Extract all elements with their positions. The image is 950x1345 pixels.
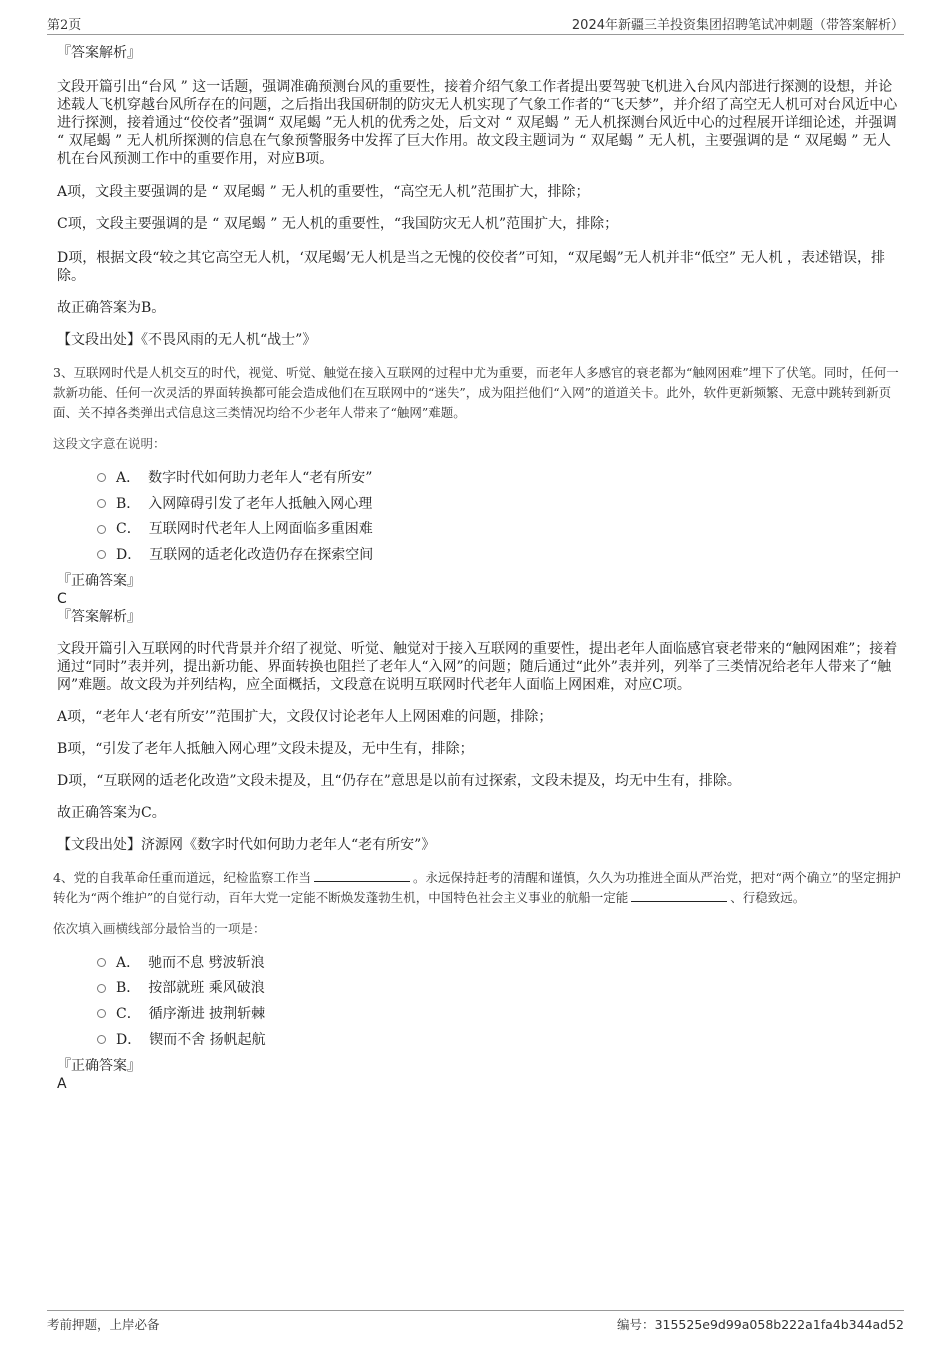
q4-blank-1 [314, 869, 410, 882]
option-text: 驰而不息 劈波斩浪 [148, 954, 265, 971]
q3-analysis-option-a: A项，“老年人‘老有所安’”范围扩大，文段仅讨论老年人上网困难的问题，排除； [57, 708, 553, 725]
q3-prompt: 这段文字意在说明： [53, 436, 166, 451]
q3-answer-label: 『正确答案』 [57, 572, 141, 589]
option-text: 循序渐进 披荆斩棘 [148, 1005, 266, 1022]
q4-blank-2 [631, 889, 727, 902]
q3-option-d[interactable] [97, 542, 904, 568]
q3-option-c[interactable] [97, 516, 904, 542]
q2-conclusion: 故正确答案为B。 [57, 300, 166, 316]
option-text: 入网障碍引发了老年人抵触入网心理 [148, 495, 373, 512]
q4-prompt: 依次填入画横线部分最恰当的一项是： [53, 920, 266, 936]
q4-stem [53, 868, 904, 908]
q4-stem-part3: 、行稳致远。 [730, 889, 806, 905]
page-header [47, 12, 904, 35]
q3-stem: 3、互联网时代是人机交互的时代，视觉、听觉、触觉在接入互联网的过程中尤为重要，而老年人多感官的衰老都为“触网困难”埋下了伏笔。同时，任何一款新功能、任何一次灵活的界面转换都可能会造成他们在互联网中的“迷失”，成为阻拦他们“入网”的道道关卡。此外，软件更新频繁、无意中跳转到新页面、关不掉各类弹出式信息这三类情况均给不少老年人带来了“触网”难题。 [53, 365, 899, 420]
option-letter: B． [116, 980, 141, 997]
q3-analysis-option-d: D项，“互联网的适老化改造”文段未提及，且“仍存在”意思是以前有过探索，文段未提及，均无中生有，排除。 [57, 772, 741, 789]
option-letter: A． [116, 469, 141, 486]
radio-icon[interactable] [97, 499, 106, 508]
option-text: 数字时代如何助力老年人“老有所安” [148, 469, 373, 486]
radio-icon[interactable] [97, 1035, 106, 1044]
option-text: 互联网时代老年人上网面临多重困难 [148, 521, 373, 538]
q2-source: 【文段出处】《不畏风雨的无人机“战士”》 [57, 332, 317, 348]
q3-options [97, 465, 904, 568]
q4-option-a[interactable] [97, 950, 904, 976]
document-title: 2024年新疆三羊投资集团招聘笔试冲刺题（带答案解析） [571, 18, 904, 33]
radio-icon[interactable] [97, 550, 106, 559]
radio-icon[interactable] [97, 984, 106, 993]
q3-option-b[interactable] [97, 491, 904, 517]
q4-option-b[interactable] [97, 975, 904, 1001]
radio-icon[interactable] [97, 958, 106, 967]
page-footer [47, 1310, 904, 1333]
radio-icon[interactable] [97, 525, 106, 534]
radio-icon[interactable] [97, 1009, 106, 1018]
option-text: 互联网的适老化改造仍存在探索空间 [149, 546, 374, 563]
q3-analysis-paragraph: 文段开篇引入互联网的时代背景并介绍了视觉、听觉、触觉对于接入互联网的重要性，提出老年人面临感官衰老带来的“触网困难”；接着通过“同时”表并列，提出新功能、界面转换也阻拦了老年人“入网”的问题；随后通过“此外”表并列，列举了三类情况给老年人带来了“触网”难题。故文段为并列结构，应全面概括，文段意在说明互联网时代老年人面临上网困难，对应C项。 [57, 640, 898, 693]
q4-stem-part2: 。永远保持赶考的清醒和谨慎，久久为功推进全面从严治党，把对“两个确立”的坚定拥护转化为“两个维护”的自觉行动，百年大党一定能不断焕发蓬勃生机，中国特色社会主义事业的航船一定能 [53, 869, 901, 905]
q4-option-d[interactable] [97, 1027, 904, 1053]
footer-code-value: 315525e9d99a058b222a1fa4b344ad52 [654, 1317, 904, 1332]
q4-answer: A [57, 1075, 67, 1092]
option-letter: D． [116, 546, 142, 563]
option-letter: B． [116, 495, 141, 512]
radio-icon[interactable] [97, 473, 106, 482]
q3-source: 【文段出处】济源网《数字时代如何助力老年人“老有所安”》 [57, 836, 436, 853]
q4-options [97, 950, 904, 1053]
option-letter: C． [116, 1005, 141, 1022]
q4-answer-label: 『正确答案』 [57, 1057, 141, 1074]
footer-code [617, 1315, 904, 1333]
option-letter: C． [116, 521, 141, 538]
option-letter: D． [116, 1031, 142, 1048]
option-letter: A． [116, 954, 141, 971]
q2-analysis-option-d: D项，根据文段“较之其它高空无人机，‘双尾蝎’无人机是当之无愧的佼佼者”可知，“双尾蝎”无人机并非“低空” 无人机 ，表述错误，排除。 [57, 250, 885, 284]
q3-analysis-option-b: B项，“引发了老年人抵触入网心理”文段未提及，无中生有，排除； [57, 740, 474, 757]
q3-answer: C [57, 590, 67, 607]
main-content [53, 44, 904, 1093]
q2-analysis-label: 『答案解析』 [57, 45, 141, 61]
q3-analysis-label: 『答案解析』 [57, 608, 141, 625]
q4-stem-part1: 4、党的自我革命任重而道远，纪检监察工作当 [53, 869, 311, 885]
q3-conclusion: 故正确答案为C。 [57, 804, 166, 821]
q2-analysis-paragraph: 文段开篇引出“台风 ” 这一话题，强调准确预测台风的重要性，接着介绍气象工作者提出要驾驶飞机进入台风内部进行探测的设想，并论述载人飞机穿越台风所存在的问题，之后指出我国研制的防灾无人机实现了气象工作者的“飞天梦”，并介绍了高空无人机可对台风近中心进行探测，接着通过“佼佼者”强调“ 双尾蝎 ”无人机的优秀之处，后文对 “ 双尾蝎 ” 无人机探测台风近中心的过程展开详细论述，并强调 “ 双尾蝎 ” 无人机所探测的信息在气象预警服务中发挥了巨大作用。故文段主题词为 “ 双尾蝎 ” 无人机，主要强调的是 “ 双尾蝎 ” 无人机在台风预测工作中的重要作用，对应B项。 [57, 79, 898, 167]
option-text: 按部就班 乘风破浪 [148, 980, 265, 997]
page-number: 第2页 [47, 18, 82, 33]
footer-code-label: 编号： [617, 1317, 655, 1332]
option-text: 锲而不舍 扬帆起航 [149, 1031, 266, 1048]
q2-analysis-option-a: A项，文段主要强调的是 “ 双尾蝎 ” 无人机的重要性，“高空无人机”范围扩大，排除； [57, 184, 590, 200]
q2-analysis-option-c: C项，文段主要强调的是 “ 双尾蝎 ” 无人机的重要性，“我国防灾无人机”范围扩大，排除； [57, 216, 619, 232]
q3-option-a[interactable] [97, 465, 904, 491]
q4-option-c[interactable] [97, 1001, 904, 1027]
footer-slogan: 考前押题，上岸必备 [47, 1317, 160, 1332]
